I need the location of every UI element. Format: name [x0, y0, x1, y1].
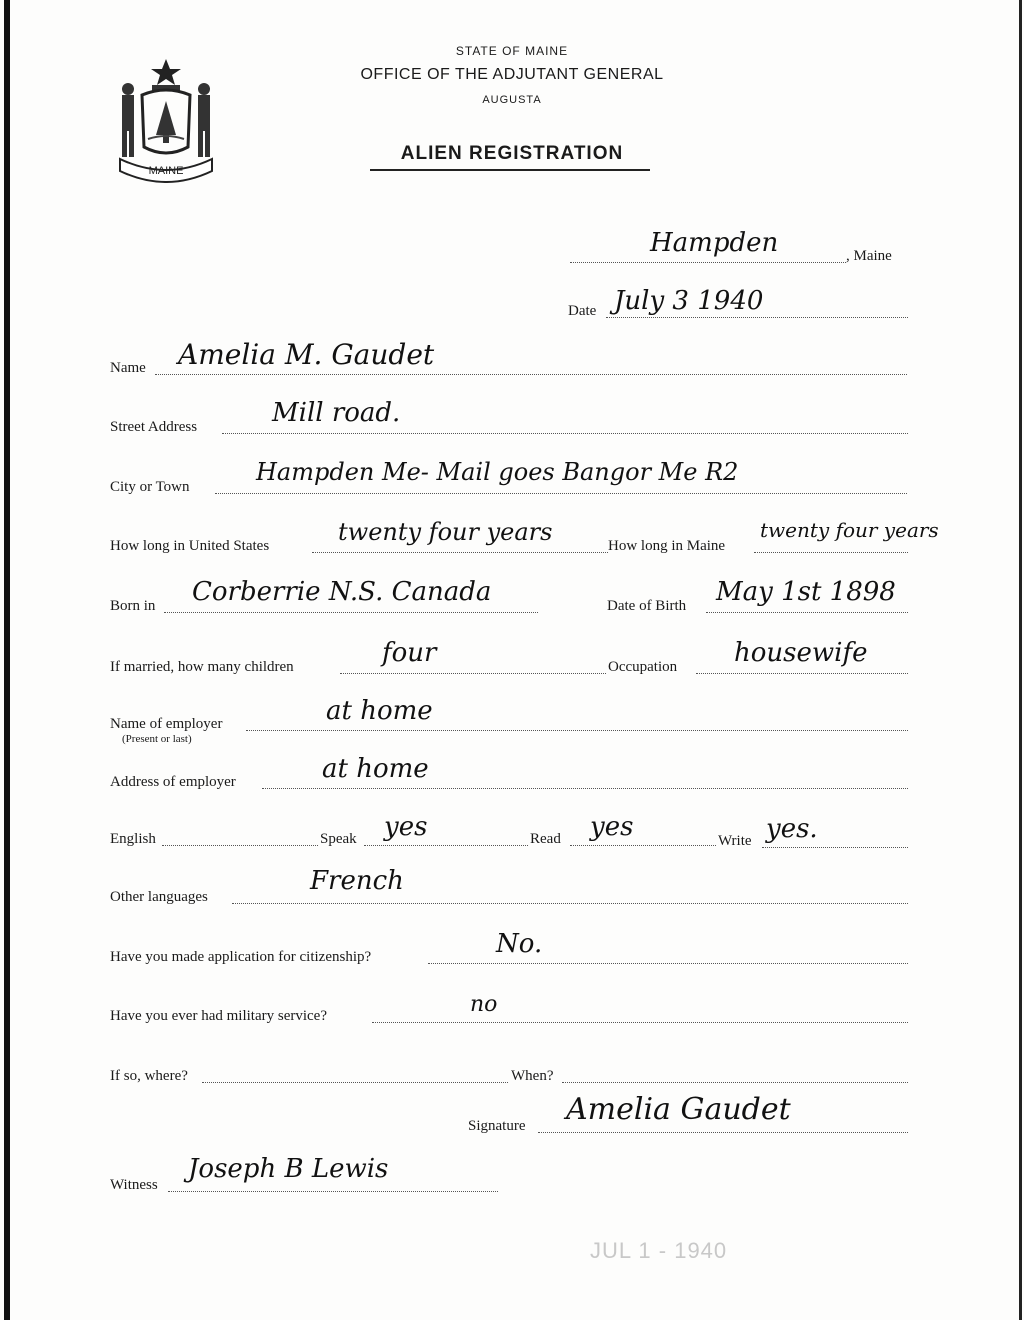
- speak-value: yes: [384, 812, 428, 842]
- employer-value: at home: [326, 696, 433, 726]
- read-value: yes: [590, 812, 634, 842]
- page-title: ALIEN REGISTRATION: [400, 143, 624, 164]
- maine-duration-line: [754, 552, 908, 553]
- children-label: If married, how many children: [110, 659, 294, 675]
- us-duration-value: twenty four years: [338, 518, 553, 546]
- employer-sublabel: (Present or last): [122, 733, 192, 745]
- date-value: July 3 1940: [614, 286, 764, 316]
- place-line: [570, 262, 846, 263]
- citizenship-value: No.: [496, 929, 543, 959]
- citizenship-label: Have you made application for citizenship?: [110, 949, 372, 965]
- us-duration-label: How long in United States: [110, 538, 270, 554]
- dob-label: Date of Birth: [607, 598, 687, 614]
- maine-duration-value: twenty four years: [760, 518, 939, 542]
- children-value: four: [382, 638, 437, 668]
- place-value: Hampden: [650, 228, 779, 258]
- place-suffix: , Maine: [846, 248, 892, 264]
- english-label: English: [110, 831, 156, 847]
- where-line: [202, 1082, 508, 1083]
- military-line: [372, 1022, 908, 1023]
- other-languages-line: [232, 903, 908, 904]
- scan-border-right: [1019, 0, 1022, 1320]
- other-languages-label: Other languages: [110, 889, 208, 905]
- occupation-line: [696, 673, 908, 674]
- birthplace-line: [164, 612, 538, 613]
- seal-lettering: MAINE: [148, 165, 184, 177]
- military-label: Have you ever had military service?: [110, 1008, 327, 1024]
- read-line: [570, 845, 716, 846]
- scan-border-left: [4, 0, 10, 1320]
- witness-line: [168, 1191, 498, 1192]
- dob-line: [706, 612, 908, 613]
- title-underline: [370, 169, 650, 171]
- write-value: yes.: [766, 814, 818, 844]
- occupation-value: housewife: [734, 638, 868, 668]
- speak-label: Speak: [320, 831, 357, 847]
- speak-line: [364, 845, 528, 846]
- military-value: no: [470, 992, 498, 1017]
- name-value: Amelia M. Gaudet: [178, 338, 435, 371]
- witness-label: Witness: [110, 1177, 158, 1193]
- employer-line: [246, 730, 908, 731]
- signature-value: Amelia Gaudet: [566, 1092, 791, 1127]
- children-line: [340, 673, 606, 674]
- employer-label: Name of employer: [110, 716, 223, 732]
- employer-address-label: Address of employer: [110, 774, 236, 790]
- write-line: [762, 847, 908, 848]
- street-line: [222, 433, 908, 434]
- us-duration-line: [312, 552, 608, 553]
- birthplace-label: Born in: [110, 598, 156, 614]
- other-languages-value: French: [310, 866, 404, 896]
- signature-line: [538, 1132, 908, 1133]
- city-label: City or Town: [110, 479, 190, 495]
- maine-duration-label: How long in Maine: [608, 538, 726, 554]
- employer-address-value: at home: [322, 754, 429, 784]
- when-label: When?: [511, 1068, 554, 1084]
- dob-value: May 1st 1898: [716, 577, 896, 607]
- header-state: STATE OF MAINE: [455, 44, 569, 58]
- where-label: If so, where?: [110, 1068, 188, 1084]
- occupation-label: Occupation: [608, 659, 678, 675]
- signature-label: Signature: [468, 1118, 526, 1134]
- header-city: AUGUSTA: [482, 94, 542, 106]
- name-label: Name: [110, 360, 146, 376]
- write-label: Write: [718, 833, 752, 849]
- date-line: [606, 317, 908, 318]
- employer-address-line: [262, 788, 908, 789]
- name-line: [155, 374, 907, 375]
- citizenship-line: [428, 963, 908, 964]
- read-label: Read: [530, 831, 561, 847]
- when-line: [562, 1082, 908, 1083]
- header-office: OFFICE OF THE ADJUTANT GENERAL: [360, 66, 664, 83]
- street-value: Mill road.: [272, 398, 401, 428]
- maine-state-seal-icon: [112, 55, 220, 183]
- date-label: Date: [568, 303, 597, 319]
- english-line: [162, 845, 318, 846]
- witness-value: Joseph B Lewis: [188, 1154, 389, 1184]
- received-date-stamp: JUL 1 - 1940: [590, 1238, 728, 1263]
- city-line: [215, 493, 907, 494]
- birthplace-value: Corberrie N.S. Canada: [192, 577, 492, 607]
- city-value: Hampden Me- Mail goes Bangor Me R2: [256, 458, 739, 486]
- street-label: Street Address: [110, 419, 198, 435]
